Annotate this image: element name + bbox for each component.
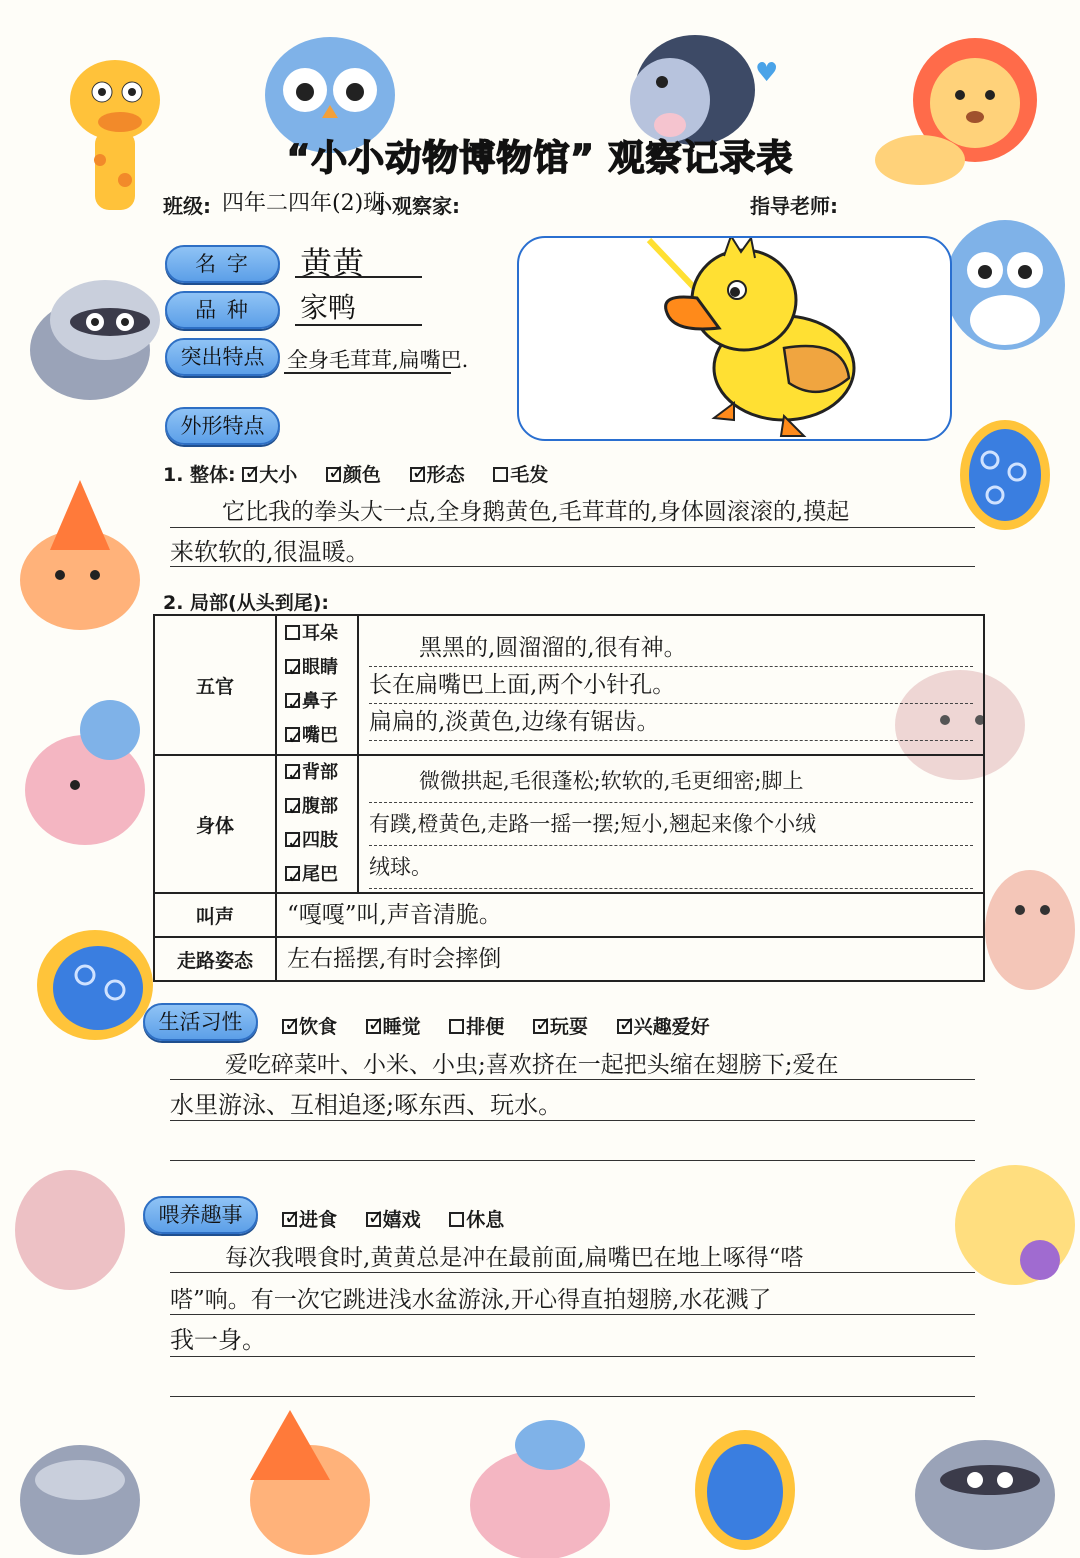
feature-pill: 突出特点: [165, 338, 280, 376]
facial-line: 黑黑的,圆溜溜的,很有神。: [369, 630, 973, 667]
habit-option[interactable]: ✓ 玩耍: [533, 1016, 588, 1038]
facial-label: 五官: [154, 615, 276, 755]
facial-line: 扁扁的,淡黄色,边缘有锯齿。: [369, 704, 973, 741]
checkbox[interactable]: [242, 467, 257, 482]
feeding-option[interactable]: 休息: [449, 1209, 504, 1231]
name-underline: [295, 276, 422, 278]
breed-pill: 品 种: [165, 291, 280, 329]
checkbox[interactable]: [366, 1212, 381, 1227]
checkbox[interactable]: [326, 467, 341, 482]
checkbox[interactable]: [493, 467, 508, 482]
bird-icon: [10, 690, 160, 870]
facial-option[interactable]: 耳朵: [285, 617, 357, 651]
pig-icon: [10, 1160, 130, 1300]
breed-underline: [295, 324, 422, 326]
body-option[interactable]: ✓尾巴: [285, 858, 357, 892]
checkbox[interactable]: [449, 1019, 464, 1034]
facial-option[interactable]: ✓眼睛: [285, 651, 357, 685]
checkbox[interactable]: [282, 1212, 297, 1227]
body-option[interactable]: ✓腹部: [285, 790, 357, 824]
heart-icon: ♥: [755, 58, 779, 88]
teacher-label: 指导老师:: [750, 194, 838, 218]
turtle-icon: [20, 910, 160, 1060]
local-title: 2. 局部(从头到尾):: [163, 592, 330, 614]
ruled-line: [170, 1356, 975, 1357]
overall-option[interactable]: 毛发: [493, 464, 548, 486]
ruled-line: [170, 1396, 975, 1397]
raccoon-icon: [10, 1410, 150, 1558]
class-label: 班级:: [163, 194, 211, 218]
ruled-line: [170, 566, 975, 567]
raccoon-icon: [890, 1395, 1070, 1558]
overall-title: 1. 整体:: [163, 464, 236, 486]
breed-value: 家鸭: [300, 291, 357, 324]
ruled-line: [170, 527, 975, 528]
facial-option[interactable]: ✓鼻子: [285, 685, 357, 719]
body-label: 身体: [154, 755, 276, 893]
checkbox[interactable]: [410, 467, 425, 482]
feeding-text-1: 每次我喂食时,黄黄总是冲在最前面,扁嘴巴在地上啄得“嗒: [225, 1245, 804, 1271]
page-title: “小小动物博物馆” 观察记录表: [286, 138, 794, 179]
feeding-checks: [282, 1205, 526, 1232]
name-pill: 名 字: [165, 245, 280, 283]
body-description: [358, 755, 984, 893]
ruled-line: [170, 1314, 975, 1315]
habit-option[interactable]: ✓ 饮食: [282, 1016, 337, 1038]
overall-option[interactable]: ✓ 形态: [410, 464, 465, 486]
feature-underline: [284, 372, 451, 374]
checkbox[interactable]: [285, 798, 300, 813]
overall-text-2: 来软软的,很温暖。: [170, 538, 370, 566]
raccoon-icon: [10, 240, 170, 410]
checkbox[interactable]: [617, 1019, 632, 1034]
checkbox[interactable]: [449, 1212, 464, 1227]
checkbox[interactable]: [533, 1019, 548, 1034]
checkbox[interactable]: [285, 866, 300, 881]
body-option[interactable]: ✓背部: [285, 756, 357, 790]
feature-value: 全身毛茸茸,扁嘴巴.: [287, 348, 469, 372]
body-line: 有蹼,橙黄色,走路一摇一摆;短小,翘起来像个小绒: [369, 803, 973, 846]
checkbox[interactable]: [366, 1019, 381, 1034]
walk-label: 走路姿态: [154, 937, 276, 981]
checkbox[interactable]: [285, 727, 300, 742]
feeding-pill: 喂养趣事: [143, 1196, 258, 1234]
facial-option[interactable]: ✓嘴巴: [285, 719, 357, 753]
checkbox[interactable]: [285, 693, 300, 708]
body-options: [276, 755, 358, 893]
body-line: 绒球。: [369, 846, 973, 889]
habits-checks: [282, 1012, 732, 1039]
habits-pill: 生活习性: [143, 1003, 258, 1041]
body-line: 微微拱起,毛很蓬松;软软的,毛更细密;脚上: [369, 760, 973, 803]
duck-drawing-frame: [517, 236, 952, 441]
feeding-option[interactable]: ✓ 进食: [282, 1209, 337, 1231]
checkbox[interactable]: [282, 1019, 297, 1034]
habits-text-2: 水里游泳、互相追逐;啄东西、玩水。: [170, 1091, 563, 1119]
class-value: 四年二四年(2)班: [222, 191, 386, 216]
sound-text: “嘎嘎”叫,声音清脆。: [276, 893, 984, 937]
name-value: 黄黄: [300, 244, 365, 282]
checkbox[interactable]: [285, 659, 300, 674]
feeding-text-2: 嗒”响。有一次它跳进浅水盆游泳,开心得直拍翅膀,水花溅了: [170, 1287, 772, 1313]
facial-options: [276, 615, 358, 755]
overall-option[interactable]: ✓ 颜色: [326, 464, 381, 486]
body-option[interactable]: ✓四肢: [285, 824, 357, 858]
walk-text: 左右摇摆,有时会摔倒: [276, 937, 984, 981]
overall-text-1: 它比我的拳头大一点,全身鹅黄色,毛茸茸的,身体圆滚滚的,摸起: [222, 499, 850, 525]
ruled-line: [170, 1120, 975, 1121]
habit-option[interactable]: ✓ 兴趣爱好: [617, 1016, 710, 1038]
feeding-option[interactable]: ✓ 嬉戏: [366, 1209, 421, 1231]
overall-checks: [163, 460, 570, 487]
habit-option[interactable]: ✓ 睡觉: [366, 1016, 421, 1038]
facial-description: [358, 615, 984, 755]
fox-icon: [10, 470, 150, 640]
appearance-pill: 外形特点: [165, 407, 280, 445]
overall-option[interactable]: ✓ 大小: [242, 464, 297, 486]
checkbox[interactable]: [285, 832, 300, 847]
ruled-line: [170, 1079, 975, 1080]
facial-line: 长在扁嘴巴上面,两个小针孔。: [369, 667, 973, 704]
checkbox[interactable]: [285, 764, 300, 779]
habit-option[interactable]: 排便: [449, 1016, 504, 1038]
checkbox[interactable]: [285, 625, 300, 640]
bird-icon: [460, 1410, 620, 1558]
ruled-line: [170, 1160, 975, 1161]
turtle-icon: [680, 1410, 810, 1558]
ruled-line: [170, 1272, 975, 1273]
habits-text-1: 爱吃碎菜叶、小米、小虫;喜欢挤在一起把头缩在翅膀下;爱在: [225, 1052, 839, 1078]
duck-drawing: [519, 238, 949, 438]
deer-icon: [975, 850, 1080, 1010]
observation-table: [153, 614, 985, 982]
fox-icon: [230, 1400, 380, 1558]
feeding-text-3: 我一身。: [170, 1326, 266, 1354]
sound-label: 叫声: [154, 893, 276, 937]
observer-label: 小观察家:: [372, 194, 460, 218]
